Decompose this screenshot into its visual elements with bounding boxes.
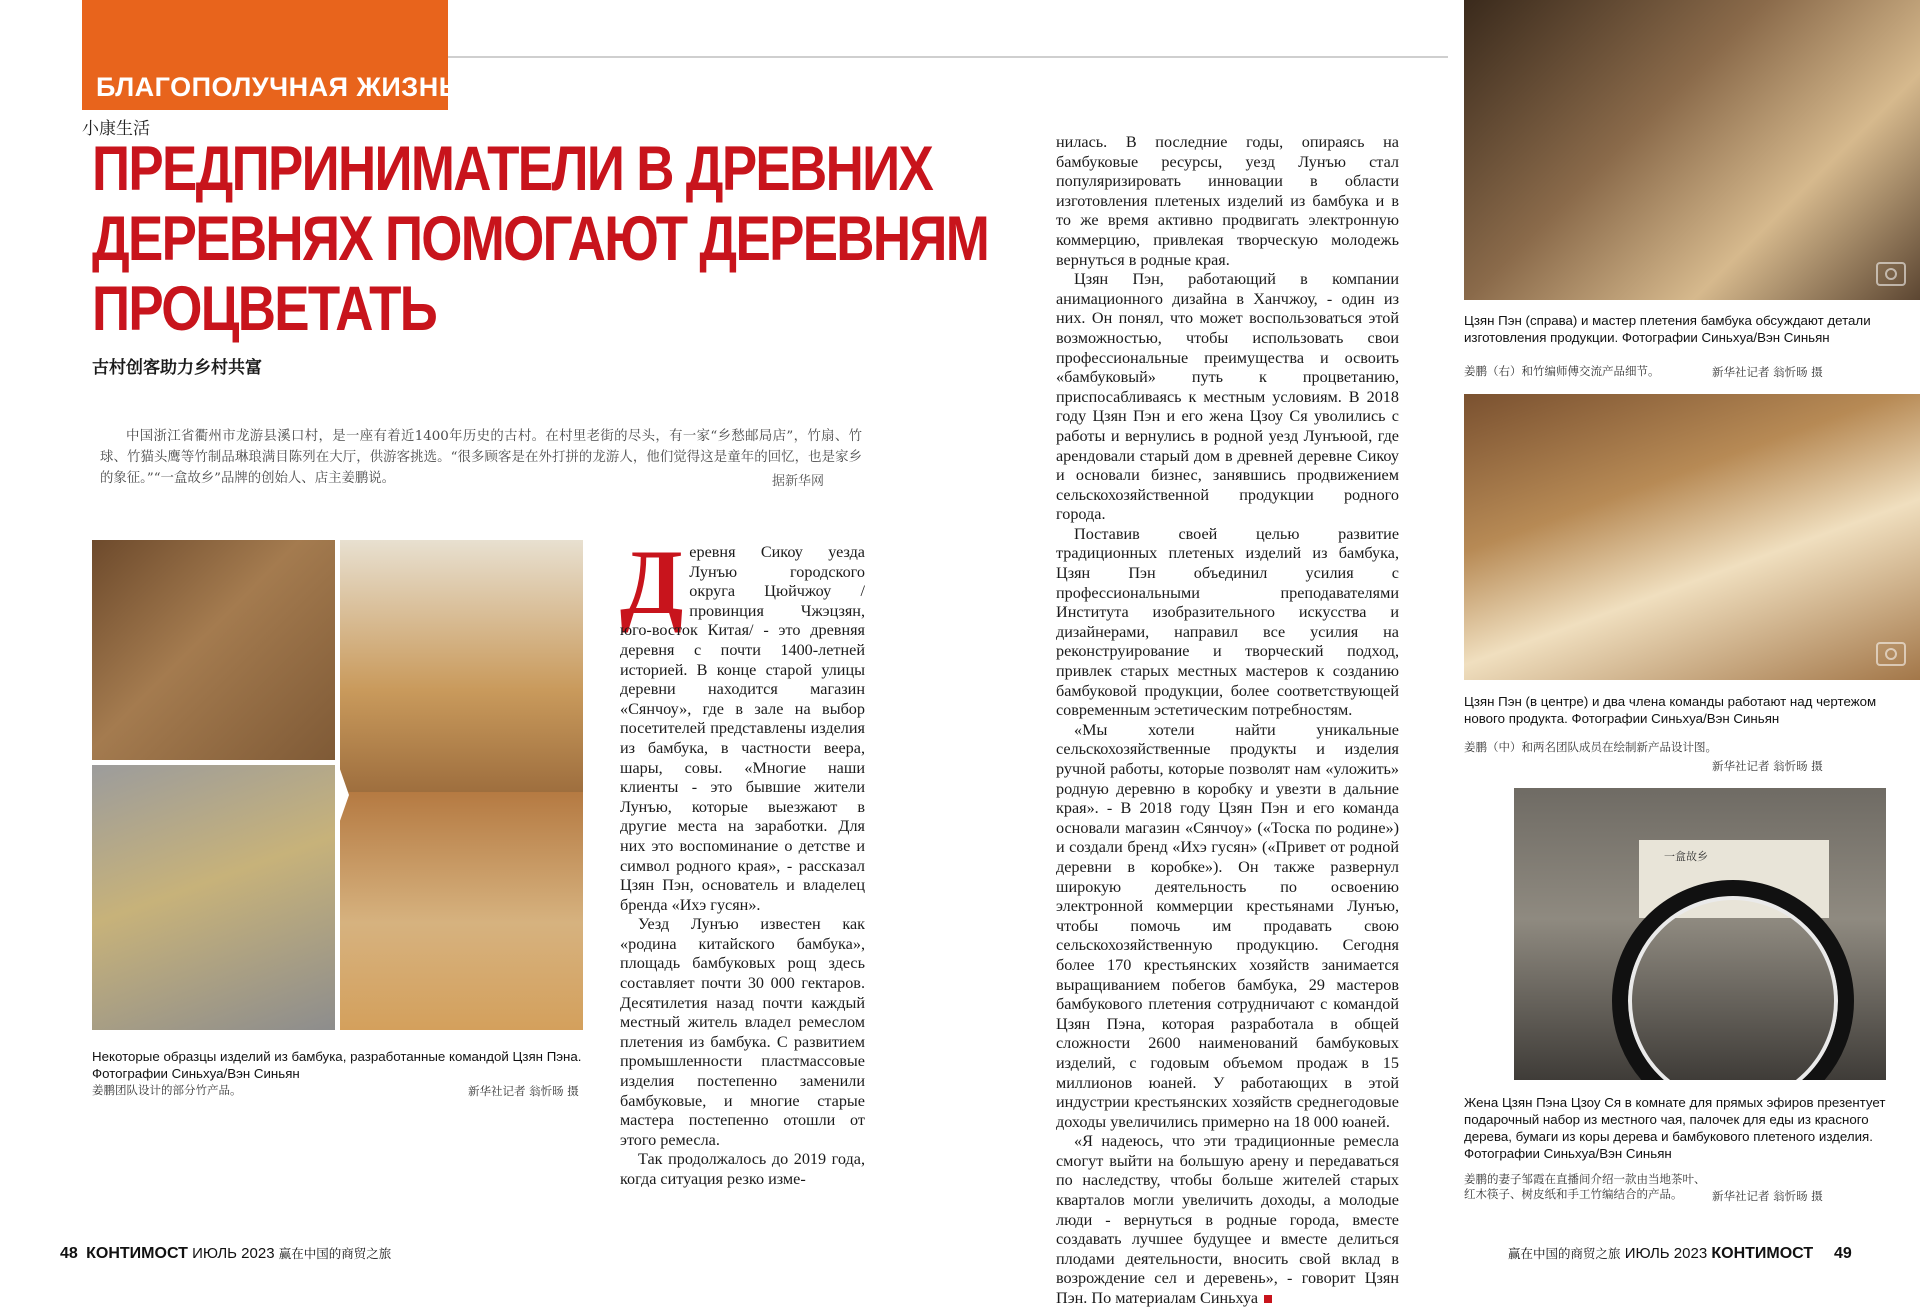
top-rule [448,56,1448,58]
issue-date-right: ИЮЛЬ 2023 [1624,1245,1708,1262]
end-mark [1264,1295,1272,1303]
chinese-summary-source: 据新华网 [772,474,825,489]
article-paragraph-7-text: «Я надеюсь, что эти традиционные ремесла смогут выйти на большую арену и передаваться по наследству, чтобы больше жителей старых кварталов могли увеличить доходы, а молодые люди - вернуться в родные города, вместе создавать лучшее будущее и вместе делиться плодами деятельности, вносить свой вклад в возрождение сел и деревень», - говорит Цзян Пэн. По материалам Синьхуа [1056,1132,1399,1308]
middle-right-caption-ru: Цзян Пэн (в центре) и два члена команды работают над чертежом нового продукта. Фотографии Синьхуа/Вэн Синьян [1464,694,1877,726]
bamboo-teaset-photo [92,765,335,1030]
middle-right-credit-cn: 新华社记者 翁忻旸 摄 [1712,759,1823,773]
rubric-label-cn: 小康生活 [82,119,150,139]
magazine-name-right: КОНТИМОСТ [1711,1245,1814,1262]
bottom-right-caption-ru: Жена Цзян Пэна Цзоу Ся в комнате для прямых эфиров презентует подарочный набор из местного чая, палочек для еды из красного дерева, бумаги из коры дерева и бамбукового плетеного изделия. Фотографии Синьхуа/Вэн Синьян [1464,1095,1886,1161]
collage-caption-ru: Некоторые образцы изделий из бамбука, разработанные командой Цзян Пэна. Фотографии Синьхуа/Вэн Синьян [92,1049,582,1081]
design-team-photo [1464,394,1920,680]
bamboo-insects-photo [92,540,335,760]
bamboo-horse-photo [340,792,583,1030]
chinese-summary: 中国浙江省衢州市龙游县溪口村，是一座有着近1400年历史的古村。在村里老街的尽头，有一家“乡愁邮局店”，竹扇、竹球、竹猫头鹰等竹制品琳琅满目陈列在大厅，供游客挑选。“很多顾客是在外打拼的龙游人，他们觉得这是童年的回忆，也是家乡的象征。”“一盒故乡”品牌的创始人、店主姜鹏说。 [100,429,862,486]
headline [92,134,989,344]
magazine-name-left: КОНТИМОСТ [86,1245,188,1262]
article-column-2 [1056,133,1399,1309]
drop-cap: Д [620,531,684,633]
article-paragraph-1-text: еревня Сикоу уезда Лунъю городского округа Цюйчжоу / провинция Чжэцзян, юго-восток Китая/ - это древняя деревня с почти 1400-летней историей. В конце старой улицы деревни находится магазин «Сянчоу», где в зале на выбор посетителей представлены изделия из бамбука, в частности веера, шары, совы. «Многие наши клиенты - это бывшие жители Лунъю, которые выезжают в другие места на заработки. Для них это воспоминание о детстве и символ родного края», - рассказал Цзян Пэн, основатель и владелец бренда «Ихэ гусян». [620,543,865,914]
article-paragraph-5: Поставив своей целью развитие традиционных плетеных изделий из бамбука, Цзян Пэн объединил усилия с профессиональными преподавателями Института изобразительного искусства и дизайнерами, направил все усилия на реконструирование и творческий подход, привлек старых местных мастеров к созданию бамбуковой продукции, более соответствующей современным эстетическим потребностям. [1056,524,1399,720]
top-right-caption-ru: Цзян Пэн (справа) и мастер плетения бамбука обсуждают детали изготовления продукции. Фотографии Синьхуа/Вэн Синьян [1464,313,1871,345]
subtitle-cn: 古村创客助力乡村共富 [92,358,262,378]
article-paragraph-7 [1056,1132,1399,1308]
livestream-photo [1464,788,1920,1080]
bottom-right-caption-cn: 姜鹏的妻子邹霞在直播间介绍一款由当地茶叶、红木筷子、树皮纸和手工竹编结合的产品。 [1464,1172,1706,1201]
top-right-credit-cn: 新华社记者 翁忻旸 摄 [1712,365,1823,379]
headline-line-1: ПРЕДПРИНИМАТЕЛИ В ДРЕВНИХ [92,134,933,204]
collage-divider [335,755,349,835]
page-number-left: 48 [60,1245,78,1262]
article-paragraph-1 [620,531,865,915]
bottom-right-credit-cn: 新华社记者 翁忻旸 摄 [1712,1189,1823,1203]
screen-brand-label: 一盒故乡 [1664,850,1708,863]
article-paragraph-3-cont: нилась. В последние годы, опираясь на бамбуковые ресурсы, уезд Лунъю стал популяризировать инновации в области изготовления плетеных изделий из бамбука и в то же время активно продвигать электронную коммерцию, привлекая творческую молодежь вернуться в родные края. [1056,133,1399,269]
craftsman-photo [1464,0,1920,300]
issue-date-left: ИЮЛЬ 2023 [192,1245,275,1262]
tagline-cn-right: 赢在中国的商贸之旅 [1508,1246,1621,1261]
article-paragraph-2: Уезд Лунъю известен как «родина китайского бамбука», площадь бамбуковых рощ здесь составляет почти 30 000 гектаров. Десятилетия назад почти каждый местный житель владел ремеслом плетения из бамбука. С развитием промышленности пластмассовые изделия постепенно заменили бамбуковые, и многие старые мастера постепенно отошли от этого ремесла. [620,915,865,1149]
tagline-cn-left: 赢在中国的商贸之旅 [278,1246,392,1261]
article-column-1 [620,531,865,1190]
footer-left [60,1244,391,1263]
camera-icon [1876,262,1906,286]
collage-caption-cn: 姜鹏团队设计的部分竹产品。 [92,1083,242,1097]
headline-line-3: ПРОЦВЕТАТЬ [92,274,437,344]
middle-right-caption-cn: 姜鹏（中）和两名团队成员在绘制新产品设计图。 [1464,740,1717,754]
footer-right [1508,1244,1852,1263]
headline-line-2: ДЕРЕВНЯХ ПОМОГАЮТ ДЕРЕВНЯМ [92,204,989,274]
article-paragraph-6: «Мы хотели найти уникальные сельскохозяйственные продукты и изделия ручной работы, которые позволят нам «уложить» родную деревню в коробку и увезти в дальние края». - В 2018 году Цзян Пэн и его команда основали магазин «Сянчоу» («Тоска по родине») и создали бренд «Ихэ гусян» («Привет от родной деревни в коробке»). Он также развернул широкую деятельность по освоению электронной коммерции крестьянами Лунъю, чтобы помочь им продавать свою сельскохозяйственную продукцию. Сегодня более 170 крестьянских хозяйств занимается выращиванием побегов бамбука, 29 мастеров бамбукового плетения сотрудничают с командой Цзян Пэна, которая разработала в общей сложности 2600 наименований бамбуковых изделий, с годовым объемом продаж в 15 миллионов юаней. У работающих в этой индустрии крестьянских хозяйств среднегодовые доходы увеличились примерно на 18 000 юаней. [1056,720,1399,1131]
collage-credit-cn: 新华社记者 翁忻旸 摄 [468,1084,579,1098]
article-paragraph-3: Так продолжалось до 2019 года, когда ситуация резко изме- [620,1150,865,1188]
rubric-label: БЛАГОПОЛУЧНАЯ ЖИЗНЬ [96,72,459,102]
article-paragraph-4: Цзян Пэн, работающий в компании анимационного дизайна в Ханчжоу, - один из них. Он понял, что может воспользоваться этой возможностью, чтобы использовать свои профессиональные преимущества и освоить «бамбуковый» путь к процветанию, приспосабливаясь к местным условиям. В 2018 году Цзян Пэн и его жена Цзоу Ся уволились с работы и вернулись в родной уезд Лунъюой, где арендовали старый дом в древней деревне Сикоу и основали бизнес, занявшись продвижением сельскохозяйственной продукции родного города. [1056,270,1399,524]
camera-icon [1876,642,1906,666]
page-number-right: 49 [1833,1245,1852,1262]
top-right-caption-cn: 姜鹏（右）和竹编师傅交流产品细节。 [1464,364,1660,378]
